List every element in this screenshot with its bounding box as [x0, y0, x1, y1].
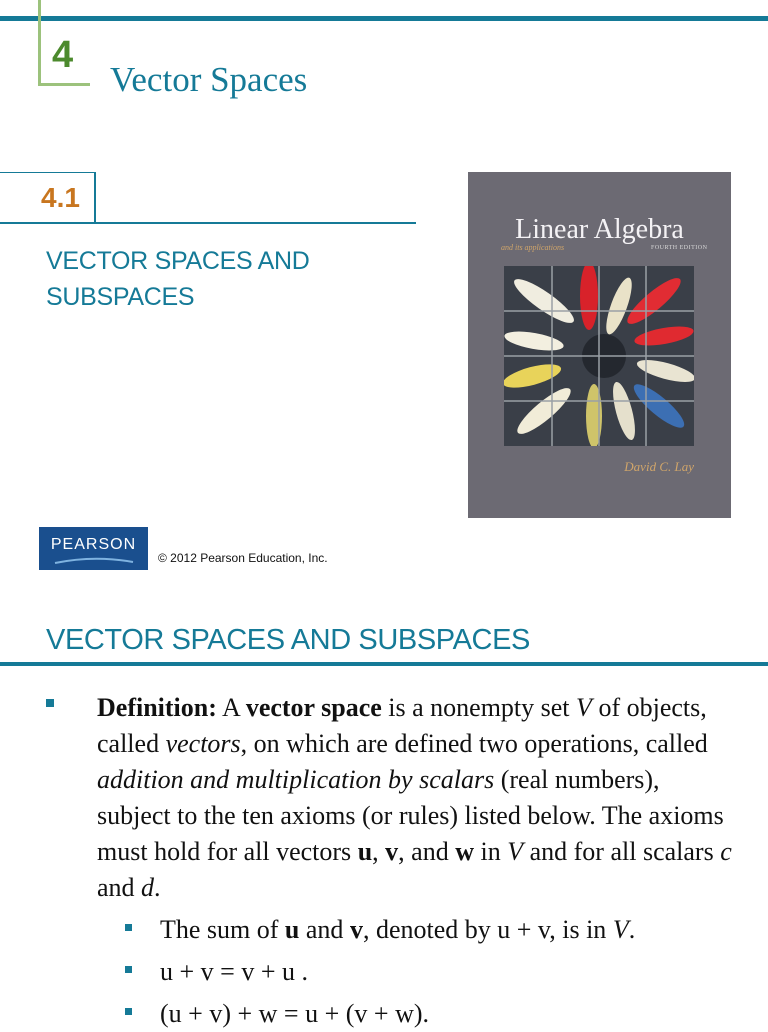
pearson-logo: [39, 527, 148, 570]
chapter-bracket: [38, 0, 41, 85]
cover-title: Linear Algebra: [515, 214, 684, 245]
section-rule: [0, 222, 416, 224]
bullet-icon: [125, 1008, 132, 1015]
top-rule: [0, 16, 768, 21]
kayak-rack-photo: [504, 266, 694, 446]
chapter-number: 4: [52, 34, 74, 76]
slide-title-rule: [0, 662, 768, 666]
cover-subtitle: and its applications: [501, 243, 565, 252]
definition-paragraph: Definition: A vector space is a nonempty set V of objects, called vectors, on which are defined two operations, called addition and multiplication by scalars (real numbers), subject to the ten axioms (or rules) listed below. The axioms must hold for all vectors u, v, and w in V and for all scalars c and d.: [97, 693, 732, 902]
pearson-logo-text: PEARSON: [50, 536, 137, 553]
book-cover: [468, 172, 731, 518]
cover-author: David C. Lay: [624, 459, 694, 474]
section-number: 4.1: [41, 182, 80, 213]
axiom-3: (u + v) + w = u + (v + w).: [160, 999, 430, 1028]
bullet-icon: [125, 966, 132, 973]
chapter-title: Vector Spaces: [110, 60, 308, 99]
axiom-1: The sum of u and v, denoted by u + v, is in V.: [160, 915, 636, 944]
cover-edition: FOURTH EDITION: [651, 245, 708, 251]
slide-title: VECTOR SPACES AND SUBSPACES: [46, 624, 530, 656]
swoosh-icon: [53, 557, 135, 565]
section-box-top: [0, 172, 96, 173]
bullet-icon: [125, 924, 132, 931]
chapter-bracket-base: [38, 83, 90, 86]
axiom-2: u + v = v + u .: [160, 957, 308, 986]
copyright-notice: © 2012 Pearson Education, Inc.: [158, 551, 328, 565]
section-box-divider: [94, 172, 96, 224]
bullet-icon: [46, 699, 54, 707]
section-title: VECTOR SPACES AND SUBSPACES: [46, 247, 310, 311]
